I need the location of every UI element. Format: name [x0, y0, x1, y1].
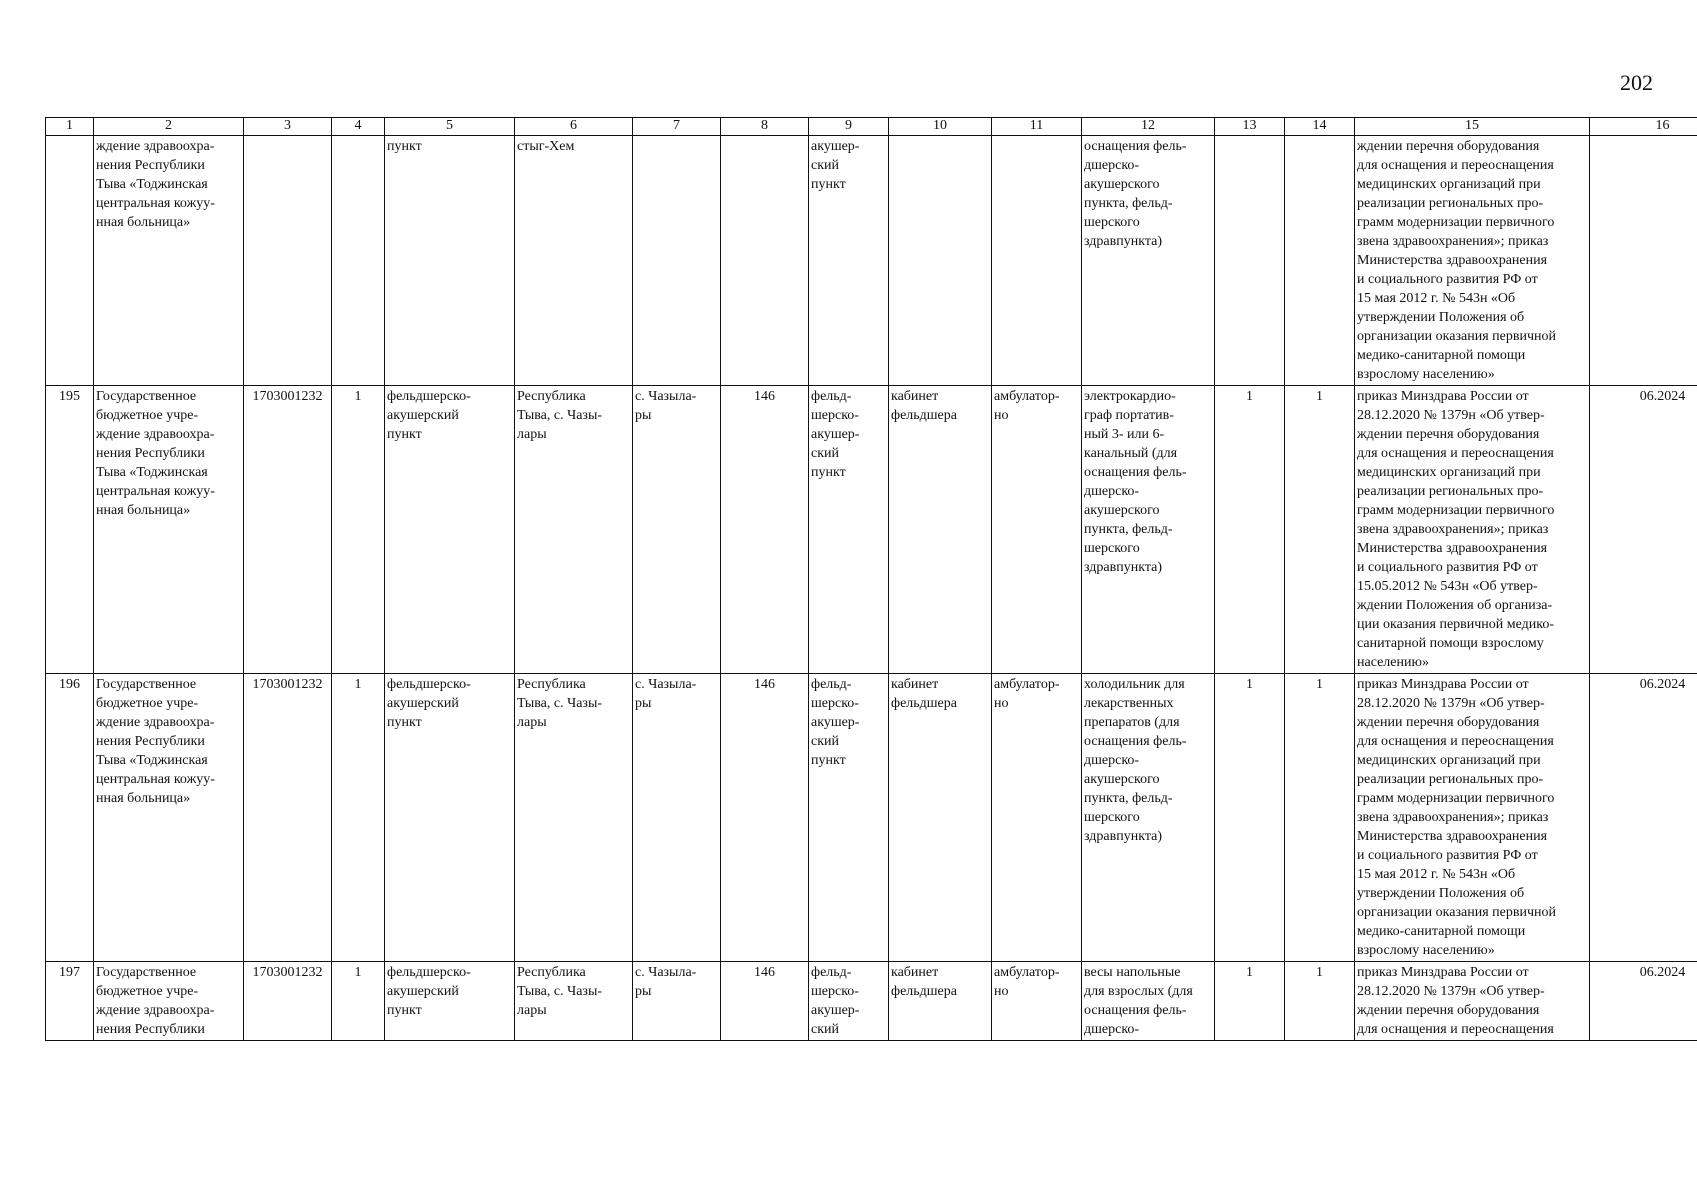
- count-cell: [332, 136, 385, 386]
- row-number-cell: 197: [46, 962, 94, 1041]
- care-mode-cell: амбулатор- но: [992, 386, 1082, 674]
- institution-cell: Государственное бюджетное учре- ждение здравоохра- нения Республики Тыва «Тоджинская центральная кожуу- нная больница»: [94, 674, 244, 962]
- row-number-cell: 195: [46, 386, 94, 674]
- column-number-header-row: [46, 118, 1697, 136]
- value-cell: [721, 136, 809, 386]
- legal-basis-cell: приказ Минздрава России от 28.12.2020 № 1379н «Об утвер- ждении перечня оборудования для оснащения и переоснащения медицинских организаций при реализации региональных про- грамм модернизации первичного звена здравоохранения»; приказ Министерства здравоохранения и социального развития РФ от 15.05.2012 № 543н «Об утвер- ждении Положения об организа- ции оказания первичной медико- санитарной помощи взрослому населению»: [1355, 386, 1590, 674]
- column-number: 2: [94, 118, 244, 136]
- legal-basis-cell: приказ Минздрава России от 28.12.2020 № 1379н «Об утвер- ждении перечня оборудования для оснащения и переоснащения медицинских организаций при реализации региональных про- грамм модернизации первичного звена здравоохранения»; приказ Министерства здравоохранения и социального развития РФ от 15 мая 2012 г. № 543н «Об утверждении Положения об организации оказания первичной медико-санитарной помощи взрослому населению»: [1355, 674, 1590, 962]
- room-cell: кабинет фельдшера: [889, 962, 992, 1041]
- room-cell: кабинет фельдшера: [889, 386, 992, 674]
- room-cell: [889, 136, 992, 386]
- inn-cell: [244, 136, 332, 386]
- unit-type-cell: фельд- шерско- акушер- ский пункт: [809, 386, 889, 674]
- locality-cell: с. Чазыла- ры: [633, 386, 721, 674]
- inn-cell: 1703001232: [244, 386, 332, 674]
- institution-cell: ждение здравоохра- нения Республики Тыва «Тоджинская центральная кожуу- нная больница»: [94, 136, 244, 386]
- date-cell: [1590, 136, 1697, 386]
- count-cell: 1: [332, 962, 385, 1041]
- column-number: 6: [515, 118, 633, 136]
- unit-type-cell: акушер- ский пункт: [809, 136, 889, 386]
- address-cell: Республика Тыва, с. Чазы- лары: [515, 674, 633, 962]
- care-mode-cell: амбулатор- но: [992, 674, 1082, 962]
- value-cell: 146: [721, 962, 809, 1041]
- table-row: [46, 386, 1697, 674]
- table-row: [46, 674, 1697, 962]
- facility-type-cell: фельдшерско- акушерский пункт: [385, 962, 515, 1041]
- equipment-table: [45, 117, 1697, 1041]
- equipment-cell: весы напольные для взрослых (для оснащения фель- дшерско-: [1082, 962, 1215, 1041]
- column-number: 5: [385, 118, 515, 136]
- column-number: 14: [1285, 118, 1355, 136]
- locality-cell: с. Чазыла- ры: [633, 962, 721, 1041]
- column-number: 3: [244, 118, 332, 136]
- column-number: 13: [1215, 118, 1285, 136]
- column-number: 12: [1082, 118, 1215, 136]
- address-cell: стыг-Хем: [515, 136, 633, 386]
- quantity-cell: 1: [1215, 962, 1285, 1041]
- address-cell: Республика Тыва, с. Чазы- лары: [515, 386, 633, 674]
- quantity-cell: 1: [1285, 674, 1355, 962]
- facility-type-cell: пункт: [385, 136, 515, 386]
- locality-cell: с. Чазыла- ры: [633, 674, 721, 962]
- legal-basis-cell: ждении перечня оборудования для оснащения и переоснащения медицинских организаций при реализации региональных про- грамм модернизации первичного звена здравоохранения»; приказ Министерства здравоохранения и социального развития РФ от 15 мая 2012 г. № 543н «Об утверждении Положения об организации оказания первичной медико-санитарной помощи взрослому населению»: [1355, 136, 1590, 386]
- room-cell: кабинет фельдшера: [889, 674, 992, 962]
- column-number: 9: [809, 118, 889, 136]
- column-number: 1: [46, 118, 94, 136]
- unit-type-cell: фельд- шерско- акушер- ский пункт: [809, 674, 889, 962]
- column-number: 11: [992, 118, 1082, 136]
- value-cell: 146: [721, 386, 809, 674]
- inn-cell: 1703001232: [244, 962, 332, 1041]
- column-number: 7: [633, 118, 721, 136]
- column-number: 4: [332, 118, 385, 136]
- column-number: 10: [889, 118, 992, 136]
- count-cell: 1: [332, 386, 385, 674]
- column-number: 16: [1590, 118, 1697, 136]
- equipment-cell: электрокардио- граф портатив- ный 3- или 6- канальный (для оснащения фель- дшерско- акушерского пункта, фельд- шерского здравпункта): [1082, 386, 1215, 674]
- care-mode-cell: [992, 136, 1082, 386]
- facility-type-cell: фельдшерско- акушерский пункт: [385, 674, 515, 962]
- quantity-cell: [1215, 136, 1285, 386]
- unit-type-cell: фельд- шерско- акушер- ский: [809, 962, 889, 1041]
- locality-cell: [633, 136, 721, 386]
- legal-basis-cell: приказ Минздрава России от 28.12.2020 № 1379н «Об утвер- ждении перечня оборудования для оснащения и переоснащения: [1355, 962, 1590, 1041]
- facility-type-cell: фельдшерско- акушерский пункт: [385, 386, 515, 674]
- row-number-cell: [46, 136, 94, 386]
- quantity-cell: 1: [1285, 386, 1355, 674]
- inn-cell: 1703001232: [244, 674, 332, 962]
- row-number-cell: 196: [46, 674, 94, 962]
- quantity-cell: 1: [1215, 674, 1285, 962]
- page-number: 202: [1620, 70, 1653, 95]
- quantity-cell: [1285, 136, 1355, 386]
- column-number: 15: [1355, 118, 1590, 136]
- column-number: 8: [721, 118, 809, 136]
- address-cell: Республика Тыва, с. Чазы- лары: [515, 962, 633, 1041]
- quantity-cell: 1: [1285, 962, 1355, 1041]
- table-row: [46, 136, 1697, 386]
- date-cell: 06.2024: [1590, 386, 1697, 674]
- institution-cell: Государственное бюджетное учре- ждение здравоохра- нения Республики: [94, 962, 244, 1041]
- value-cell: 146: [721, 674, 809, 962]
- date-cell: 06.2024: [1590, 962, 1697, 1041]
- count-cell: 1: [332, 674, 385, 962]
- care-mode-cell: амбулатор- но: [992, 962, 1082, 1041]
- equipment-cell: оснащения фель- дшерско- акушерского пункта, фельд- шерского здравпункта): [1082, 136, 1215, 386]
- equipment-cell: холодильник для лекарственных препаратов (для оснащения фель- дшерско- акушерского пункта, фельд- шерского здравпункта): [1082, 674, 1215, 962]
- date-cell: 06.2024: [1590, 674, 1697, 962]
- quantity-cell: 1: [1215, 386, 1285, 674]
- institution-cell: Государственное бюджетное учре- ждение здравоохра- нения Республики Тыва «Тоджинская центральная кожуу- нная больница»: [94, 386, 244, 674]
- table-row: [46, 962, 1697, 1041]
